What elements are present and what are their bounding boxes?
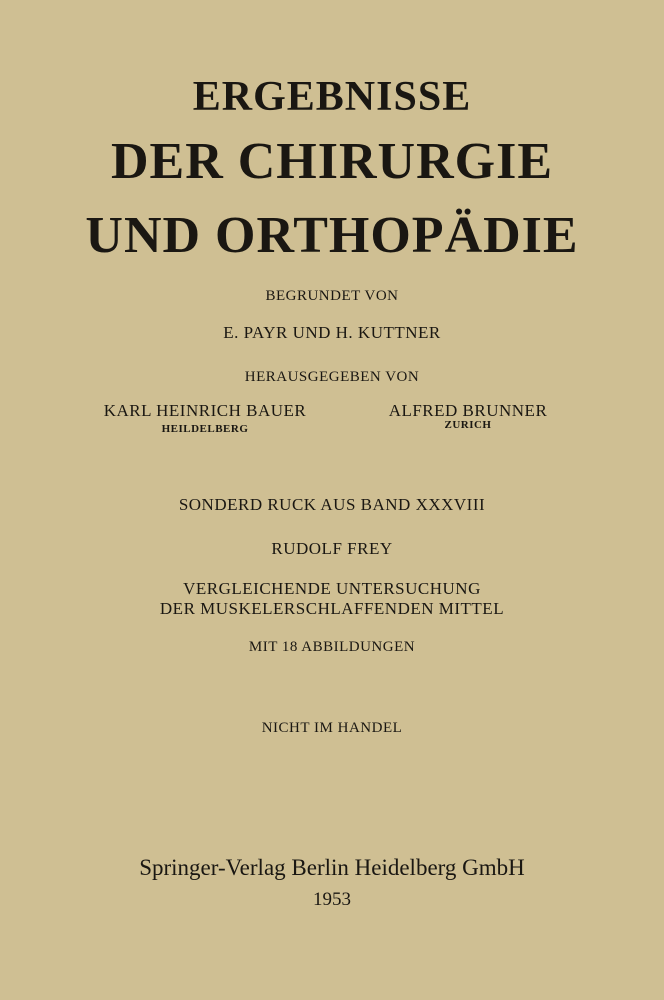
author-name: RUDOLF FREY [271,539,393,558]
title-line-1: ERGEBNISSE [192,74,472,120]
not-for-sale-note: NICHT IM HANDEL [261,720,403,736]
founded-label: BEGRUNDET VON [265,288,399,304]
work-title-line-2: DER MUSKELERSCHLAFFENDEN MITTEL [159,599,505,618]
work-title-line-1: VERGLEICHENDE UNTERSUCHUNG [183,579,481,598]
editor-1-city: HEILDELBERG [161,423,249,435]
offprint-note: SONDERD RUCK AUS BAND XXXVIII [178,495,486,514]
editor-2-city: ZURICH [444,419,492,431]
publication-year: 1953 [313,889,351,910]
editor-2-name: ALFRED BRUNNER [388,401,548,420]
publisher-name: Springer-Verlag Berlin Heidelberg GmbH [139,855,525,880]
founders-names: E. PAYR UND H. KUTTNER [223,323,441,342]
title-line-3: UND ORTHOPÄDIE [85,207,579,264]
illustrations-note: MIT 18 ABBILDUNGEN [248,639,416,655]
editor-1-name: KARL HEINRICH BAUER [103,401,307,420]
title-line-2: DER CHIRURGIE [110,133,554,190]
edited-label: HERAUSGEGEBEN VON [244,369,420,385]
